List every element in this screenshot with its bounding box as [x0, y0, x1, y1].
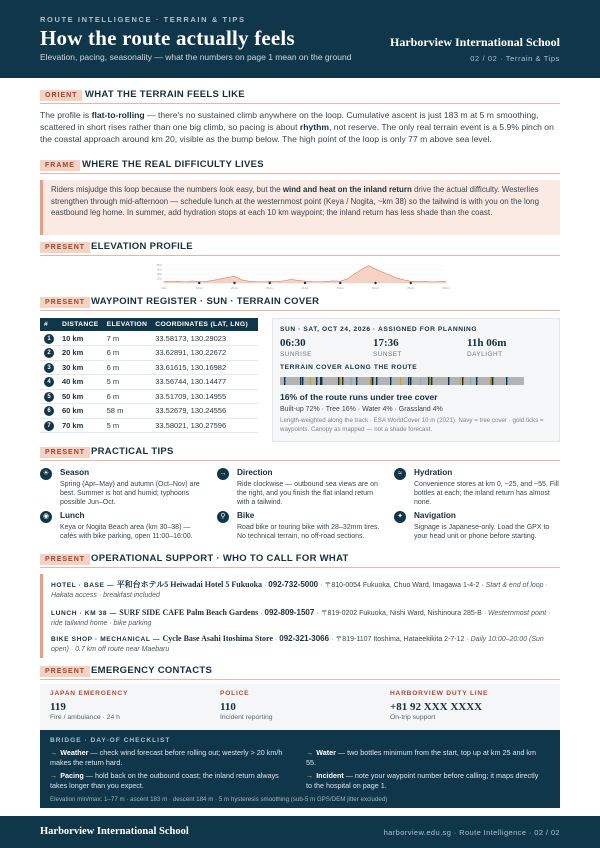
- sun-terrain-card: [272, 318, 560, 442]
- waypoint-distance: 10 km: [58, 331, 103, 346]
- support-phone[interactable]: 092-321-3066: [279, 634, 330, 643]
- waypoint-number-badge: 1: [44, 334, 54, 344]
- daylight-duration: 11h 06m: [467, 337, 507, 349]
- waypoint-coordinates: 33.52679, 130.24556: [151, 404, 258, 419]
- checklist-item-water: → Water — two bottles minimum from the start, top up at km 25 and km 55.: [306, 748, 537, 767]
- elevation-chart: [150, 262, 450, 292]
- daylight-label: DAYLIGHT: [467, 351, 503, 358]
- waypoint-distance: 30 km: [58, 360, 103, 375]
- tree-cover-tick: [492, 377, 493, 385]
- lunch-icon: ◉: [40, 511, 52, 523]
- tip-title: Hydration: [414, 468, 453, 477]
- waypoint-number-badge: 7: [44, 421, 54, 431]
- table-row: [40, 346, 258, 361]
- emergency-label: JAPAN EMERGENCY: [50, 690, 129, 697]
- x-tick-label: 10 km: [195, 287, 203, 290]
- page-subtitle: Elevation, pacing, seasonality — what the numbers on page 1 mean on the ground: [40, 52, 352, 62]
- checklist-item-weather: → Weather — check wind forecast before rolling out; westerly > 20 km/h makes the return hard.: [50, 748, 283, 767]
- terrain-cover-strip: [280, 377, 524, 385]
- emergency-sub: Incident reporting: [220, 714, 273, 721]
- day-of-checklist: [40, 730, 560, 808]
- emergency-number[interactable]: 110: [220, 701, 236, 713]
- tree-cover-tick: [431, 377, 432, 385]
- waypoint-marker: [304, 282, 306, 284]
- terrain-cover-note: Length-weighted along the track · ESA WorldCover 10 m (2021). Navy = tree cover · gold ticks = waypoints. Canopy as mapped — not a shade forecast.: [280, 417, 544, 433]
- emergency-sub: On-trip support: [390, 714, 436, 721]
- section-label: WAYPOINT REGISTER · SUN · TERRAIN COVER: [91, 296, 320, 307]
- page-header: [0, 0, 600, 78]
- waypoint-number-badge: 5: [44, 392, 54, 402]
- waypoint-number-badge: 4: [44, 377, 54, 387]
- page-title: How the route actually feels: [40, 26, 295, 50]
- tree-cover-tick: [356, 377, 357, 385]
- tree-cover-tick: [462, 377, 463, 385]
- section-tag: ORIENT: [40, 90, 82, 101]
- tip-body: Keya or Nogita Beach area (km 30–38) — cafés with bike parking, open 11:00–16:00.: [60, 524, 193, 540]
- waypoint-marker: [374, 282, 376, 284]
- emergency-police: [220, 690, 273, 721]
- tree-cover-tick: [410, 377, 411, 385]
- table-row: [40, 404, 258, 419]
- waypoint-coordinates: 33.51709, 130.14955: [151, 389, 258, 404]
- tip-body: Signage is Japanese-only. Load the GPX to your head unit or phone before starting.: [414, 524, 550, 540]
- section-waypoints: [40, 297, 560, 311]
- table-row: [40, 418, 258, 433]
- waypoint-elevation: 5 m: [103, 418, 152, 433]
- x-tick-label: 0 km: [161, 287, 167, 290]
- emergency-label: HARBORVIEW DUTY LINE: [390, 690, 489, 697]
- tip-body: Spring (Apr–May) and autumn (Oct–Nov) are best. Summer is hot and humid; typhoons possible Jun–Oct.: [60, 481, 200, 506]
- tree-cover-tick: [300, 377, 301, 385]
- section-tag: PRESENT: [40, 554, 90, 565]
- orient-paragraph: The profile is flat-to-rolling — there's no sustained climb anywhere on the loop. Cumulative ascent is just 183 m at 5 m smoothing, scattered in short rises rather than one big climb, so pacing is about rhythm, not reserve. The only real terrain event is a 5.9% pinch on the coastal approach around km 20, visible as the bump below. The high point of the loop is only 77 m above sea level.: [40, 110, 554, 145]
- y-tick-label: 60m: [156, 268, 162, 272]
- waypoint-tick: [400, 377, 401, 385]
- water-tick: [351, 377, 352, 385]
- x-tick-label: 20 km: [230, 287, 239, 290]
- support-phone[interactable]: 092-809-1507: [264, 608, 315, 617]
- waypoint-elevation: 7 m: [103, 331, 152, 346]
- x-tick-label: 60 km: [371, 287, 380, 290]
- support-row-hotel: HOTEL · BASE — 平和台ホテル5 Heiwadai Hotel 5 Fukuoka · 092-732-5000 · 〒810-0054 Fukuoka, Chuo Ward, Imagawa 1-4-2 · Start & end of loop · Hakata access · breakfast included: [51, 580, 548, 600]
- support-name: 平和台ホテル5 Heiwadai Hotel 5 Fukuoka: [116, 580, 263, 589]
- waypoint-number-badge: 2: [44, 348, 54, 358]
- waypoint-tick: [490, 377, 491, 385]
- table-row: [40, 331, 258, 346]
- arrow-right-icon: →: [306, 748, 314, 757]
- waypoint-elevation: 5 m: [103, 375, 152, 390]
- tree-cover-tick: [476, 377, 477, 385]
- emergency-number[interactable]: 119: [50, 701, 66, 713]
- emergency-sub: Fire / ambulance · 24 h: [50, 714, 120, 721]
- footer-link[interactable]: harborview.edu.sg · Route Intelligence · 02 / 02: [383, 828, 560, 837]
- water-tick: [420, 377, 421, 385]
- x-tick-label: 50 km: [336, 287, 344, 290]
- section-tag: FRAME: [40, 160, 80, 171]
- arrow-right-icon: →: [50, 748, 58, 757]
- column-header: ELEVATION: [103, 318, 152, 331]
- support-row-bike-shop: BIKE SHOP · MECHANICAL — Cycle Base Asahi Itoshima Store · 092-321-3066 · 〒819-1107 Itoshima, Hataeekikita 2-7-12 · Daily 10:00–20:00 (Sun open) · 0.7 km off route near Maebaru: [51, 634, 544, 654]
- table-row: [40, 360, 258, 375]
- emergency-panel: [40, 684, 560, 730]
- tree-cover-tick: [390, 377, 391, 385]
- support-category: BIKE SHOP · MECHANICAL —: [51, 636, 163, 643]
- x-tick-label: 30 km: [266, 287, 274, 290]
- sun-icon: ☀: [40, 468, 52, 480]
- emergency-number[interactable]: +81 92 XXX XXXX: [390, 701, 483, 713]
- waypoint-marker: [339, 282, 341, 284]
- checklist-item-pacing: → Pacing — hold back on the outbound coast; the inland return always takes longer than you expect.: [50, 771, 279, 790]
- sun-heading: SUN · SAT, OCT 24, 2026 · ASSIGNED FOR PLANNING: [280, 326, 478, 333]
- waypoint-marker: [269, 282, 271, 284]
- tree-cover-tick: [376, 377, 377, 385]
- tip-body: Convenience stores at km 0, ~25, and ~55. Fill bottles at each; the inland return has almost none.: [414, 481, 559, 506]
- section-label: OPERATIONAL SUPPORT · WHO TO CALL FOR WHAT: [91, 553, 349, 564]
- table-header-row: [40, 318, 258, 331]
- x-tick-label: 80 km: [442, 287, 450, 290]
- section-elevation: [40, 242, 560, 256]
- y-tick-label: 40m: [156, 273, 162, 276]
- header-kicker: ROUTE INTELLIGENCE · TERRAIN & TIPS: [40, 15, 246, 24]
- checklist-heading: BRIDGE · DAY-OF CHECKLIST: [50, 737, 171, 744]
- waypoint-elevation: 6 m: [103, 360, 152, 375]
- waypoint-coordinates: 33.58173, 130.29023: [151, 331, 258, 346]
- section-support: [40, 554, 560, 568]
- y-tick-label: 80m: [156, 264, 162, 267]
- waypoint-coordinates: 33.56744, 130.14477: [151, 375, 258, 390]
- tip-body: Road bike or touring bike with 28–32mm tires. No technical terrain, no off-road sections.: [237, 524, 380, 540]
- support-category: LUNCH · KM 38 —: [51, 610, 120, 617]
- support-address: 〒810-0054 Fukuoka, Chuo Ward, Imagawa 1-4-2: [324, 582, 480, 589]
- bike-icon: ⚲: [217, 511, 229, 523]
- section-tag: PRESENT: [40, 297, 90, 308]
- column-header: #: [40, 318, 58, 331]
- school-name: Harborview International School: [390, 35, 560, 49]
- waypoint-marker: [198, 282, 200, 284]
- waypoint-elevation: 6 m: [103, 346, 152, 361]
- support-note: Westernmost point · ride tailwind home · bike parking: [51, 610, 551, 628]
- section-orient: [40, 90, 560, 104]
- support-address: 〒819-1107 Itoshima, Hataeekikita 2-7-12: [335, 636, 465, 643]
- x-tick-label: 70 km: [407, 287, 415, 290]
- tip-title: Navigation: [414, 511, 456, 520]
- support-name: Cycle Base Asahi Itoshima Store: [162, 634, 274, 643]
- tip-title: Season: [60, 468, 90, 477]
- arrow-right-icon: →: [306, 771, 314, 780]
- emergency-duty-line: [390, 690, 488, 721]
- waypoint-tick: [430, 377, 431, 385]
- tree-cover-tick: [338, 377, 339, 385]
- tree-cover-tick: [506, 377, 507, 385]
- waypoint-marker: [410, 282, 412, 284]
- elevation-line: [164, 266, 446, 282]
- section-frame: [40, 160, 560, 174]
- section-tag: PRESENT: [40, 447, 90, 458]
- waypoint-distance: 20 km: [58, 346, 103, 361]
- waypoint-marker: [233, 282, 235, 284]
- column-header: DISTANCE: [58, 318, 103, 331]
- section-tips: [40, 447, 560, 461]
- table-row: [40, 375, 258, 390]
- support-name: SURF SIDE CAFE Palm Beach Gardens: [119, 608, 259, 617]
- elevation-footnote: Elevation min/max: 1–77 m · ascent 183 m · descent 184 m · 5 m hysteresis smoothing (sub-5 m GPS/DEM jitter excluded): [50, 796, 388, 803]
- section-tag: PRESENT: [40, 666, 90, 677]
- support-contacts: [40, 574, 560, 658]
- waypoint-coordinates: 33.58021, 130.27596: [151, 418, 258, 433]
- waypoint-distance: 70 km: [58, 418, 103, 433]
- section-label: ELEVATION PROFILE: [91, 241, 193, 252]
- waypoint-distance: 60 km: [58, 404, 103, 419]
- waypoint-distance: 40 km: [58, 375, 103, 390]
- checklist-item-incident: → Incident — note your waypoint number before calling; it maps directly to the hospital on page 1.: [306, 771, 539, 790]
- waypoint-tick: [310, 377, 311, 385]
- arrow-right-icon: →: [217, 468, 229, 480]
- support-note: Daily 10:00–20:00 (Sun open) · 0.7 km off route near Maebaru: [51, 636, 544, 654]
- support-address: 〒819-0202 Fukuoka, Nishi Ward, Nishinoura 285-B: [320, 610, 482, 617]
- tree-cover-tick: [321, 377, 322, 385]
- tree-cover-tick: [428, 377, 429, 385]
- waypoint-number-badge: 3: [44, 363, 54, 373]
- waypoint-elevation: 6 m: [103, 389, 152, 404]
- sunset-label: SUNSET: [373, 351, 402, 358]
- waypoint-table: [40, 318, 258, 433]
- x-tick-label: 40 km: [301, 287, 309, 290]
- page-indicator: 02 / 02 · Terrain & Tips: [470, 54, 560, 63]
- sunset-time: 17:36: [373, 337, 399, 349]
- tree-cover-tick: [316, 377, 317, 385]
- waypoint-coordinates: 33.61615, 130.16982: [151, 360, 258, 375]
- waypoint-tick: [370, 377, 371, 385]
- waypoint-distance: 50 km: [58, 389, 103, 404]
- footer-school: Harborview International School: [40, 826, 189, 837]
- emergency-label: POLICE: [220, 690, 250, 697]
- frame-callout: Riders misjudge this loop because the numbers look easy, but the wind and heat on the inland return drive the actual difficulty. Westerlies strengthen through mid-afternoon — schedule lunch at the westernmost point (Keya / Nogita, ~km 38) so the tailwind is with you on the long eastbound leg home. In summer, add hydration stops at each 10 km waypoint; the inland return has less shade than the coast.: [40, 180, 560, 235]
- waypoint-tick: [340, 377, 341, 385]
- y-tick-label: 20m: [156, 277, 162, 281]
- tree-cover-tick: [372, 377, 373, 385]
- tree-cover-tick: [284, 377, 285, 385]
- tree-cover-tick: [448, 377, 449, 385]
- page-footer: [0, 816, 600, 848]
- elevation-area: [164, 266, 446, 283]
- sunrise-label: SUNRISE: [280, 351, 312, 358]
- tip-title: Lunch: [60, 511, 85, 520]
- tree-cover-tick: [342, 377, 343, 385]
- emergency-japan: [50, 690, 128, 721]
- sunrise-time: 06:30: [280, 337, 306, 349]
- table-row: [40, 389, 258, 404]
- section-emergency: [40, 666, 560, 680]
- tree-cover-tick: [302, 377, 303, 385]
- support-row-lunch: LUNCH · KM 38 — SURF SIDE CAFE Palm Beach Gardens · 092-809-1507 · 〒819-0202 Fukuoka, Nishi Ward, Nishinoura 285-B · Westernmost point · ride tailwind home · bike parking: [51, 608, 551, 628]
- tip-body: Ride clockwise — outbound sea views are on the right, and you finish the flat inland return with a tailwind.: [237, 481, 378, 506]
- terrain-cover-heading: TERRAIN COVER ALONG THE ROUTE: [280, 364, 418, 371]
- section-label: WHAT THE TERRAIN FEELS LIKE: [85, 89, 245, 100]
- waypoint-coordinates: 33.62891, 130.22672: [151, 346, 258, 361]
- tree-cover-summary: 16% of the route runs under tree cover: [280, 392, 438, 402]
- support-note: Start & end of loop · Hakata access · breakfast included: [51, 582, 548, 600]
- water-drop-icon: ≈: [394, 468, 406, 480]
- waypoint-elevation: 58 m: [103, 404, 152, 419]
- section-label: WHERE THE REAL DIFFICULTY LIVES: [82, 159, 264, 170]
- section-label: EMERGENCY CONTACTS: [91, 665, 213, 676]
- section-label: PRACTICAL TIPS: [91, 446, 174, 457]
- tip-title: Direction: [237, 468, 273, 477]
- waypoint-tick: [460, 377, 461, 385]
- tip-title: Bike: [237, 511, 255, 520]
- support-category: HOTEL · BASE —: [51, 582, 117, 589]
- support-phone[interactable]: 092-732-5000: [268, 580, 319, 589]
- navigation-icon: ✦: [394, 511, 406, 523]
- land-cover-breakdown: Built-up 72% · Tree 16% · Water 4% · Grassland 4%: [280, 406, 443, 413]
- arrow-right-icon: →: [50, 771, 58, 780]
- section-tag: PRESENT: [40, 242, 90, 253]
- tree-cover-tick: [408, 377, 409, 385]
- water-tick: [470, 377, 471, 385]
- waypoint-number-badge: 6: [44, 406, 54, 416]
- column-header: COORDINATES (LAT, LNG): [151, 318, 258, 331]
